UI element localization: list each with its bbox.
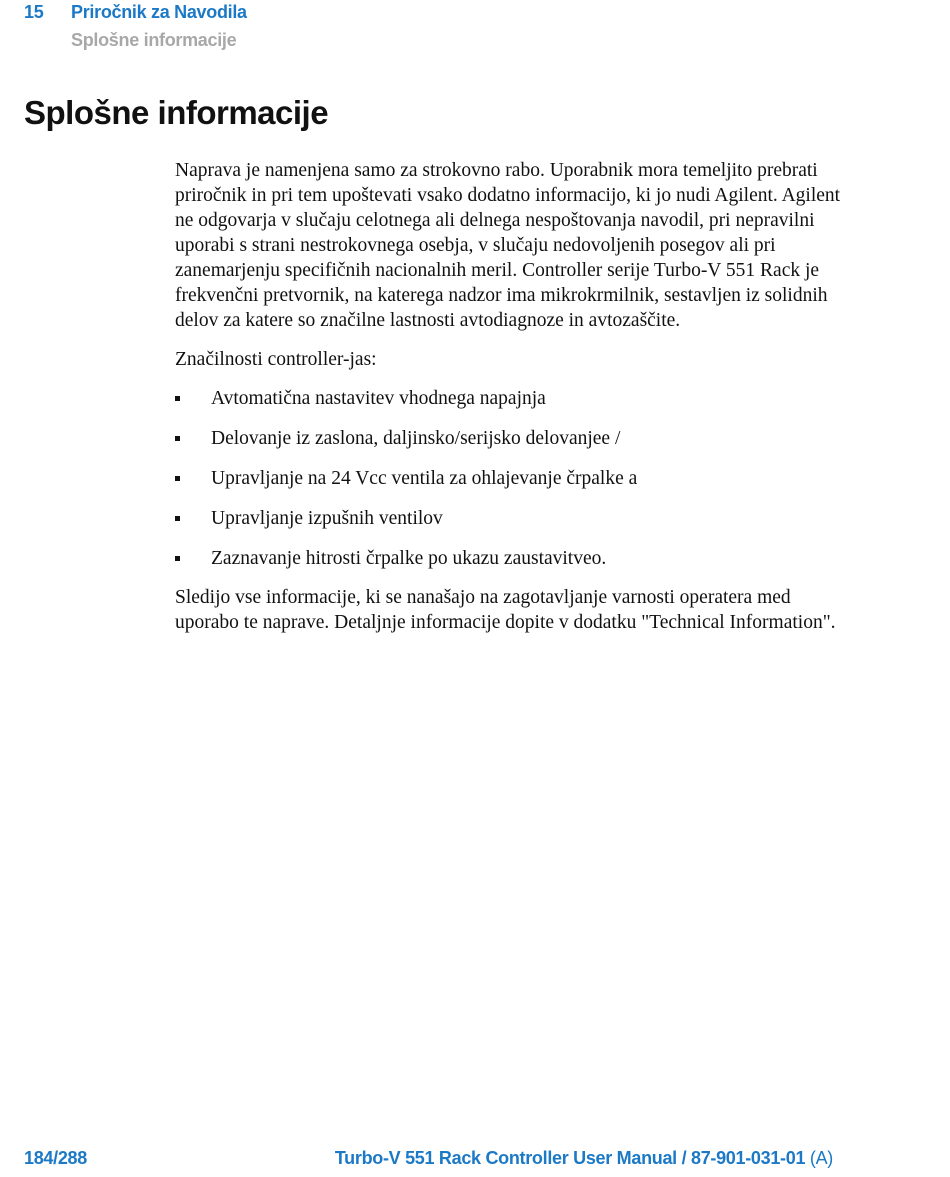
section-subtitle: Splošne informacije — [71, 30, 237, 50]
document-title: Turbo-V 551 Rack Controller User Manual / 87-901-031-01 — [334, 1148, 806, 1168]
chapter-title: Priročnik za Navodila — [71, 2, 247, 22]
list-item-text: Zaznavanje hitrosti črpalke po ukazu zaustavitveo. — [211, 548, 607, 569]
list-item-text: Avtomatična nastavitev vhodnega napajnja — [211, 388, 546, 409]
footer-document-title — [335, 1148, 833, 1169]
list-item-text: Upravljanje na 24 Vcc ventila za ohlajevanje črpalke a — [211, 468, 638, 489]
list-item-text: Upravljanje izpušnih ventilov — [211, 508, 443, 529]
intro-paragraph: Naprava je namenjena samo za strokovno rabo. Uporabnik mora temeljito prebrati priročnik in pri tem upoštevati vsako dodatno informacijo, ki jo nudi Agilent. Agilent ne odgovarja v slučaju celotnega ali delnega nespoštovanja navodil, pri nepravilni uporabi s strani nestrokovnega osebja, v slučaju nedovoljenih posegov ali pri zanemarjenju specifičnih nacionalnih meril. Controller serije Turbo-V 551 Rack je frekvenčni pretvornik, na katerega nadzor ima mikrokrmilnik, sestavljen iz solidnih delov za katere so značilne lastnosti avtodiagnoze in avtozaščite. — [175, 160, 841, 331]
bullet-icon — [175, 556, 180, 561]
body-content — [175, 158, 845, 635]
list-item — [175, 386, 845, 411]
closing-paragraph: Sledijo vse informacije, ki se nanašajo na zagotavljanje varnosti operatera med uporabo te naprave. Detaljnje informacije dopite v dodatku "Technical Information". — [175, 587, 836, 633]
bullet-icon — [175, 516, 180, 521]
list-item-text: Delovanje iz zaslona, daljinsko/serijsko delovanjee / — [211, 428, 621, 449]
list-item — [175, 466, 845, 491]
bullet-icon — [175, 476, 180, 481]
list-item — [175, 426, 845, 451]
list-item — [175, 546, 845, 571]
chapter-number: 15 — [24, 2, 44, 22]
page-number: 184/288 — [24, 1148, 87, 1168]
bullet-icon — [175, 396, 180, 401]
list-item — [175, 506, 845, 531]
features-intro: Značilnosti controller-jas: — [175, 349, 377, 370]
revision-label: (A) — [809, 1148, 833, 1168]
page-title: Splošne informacije — [24, 94, 329, 131]
features-list — [175, 386, 845, 571]
bullet-icon — [175, 436, 180, 441]
